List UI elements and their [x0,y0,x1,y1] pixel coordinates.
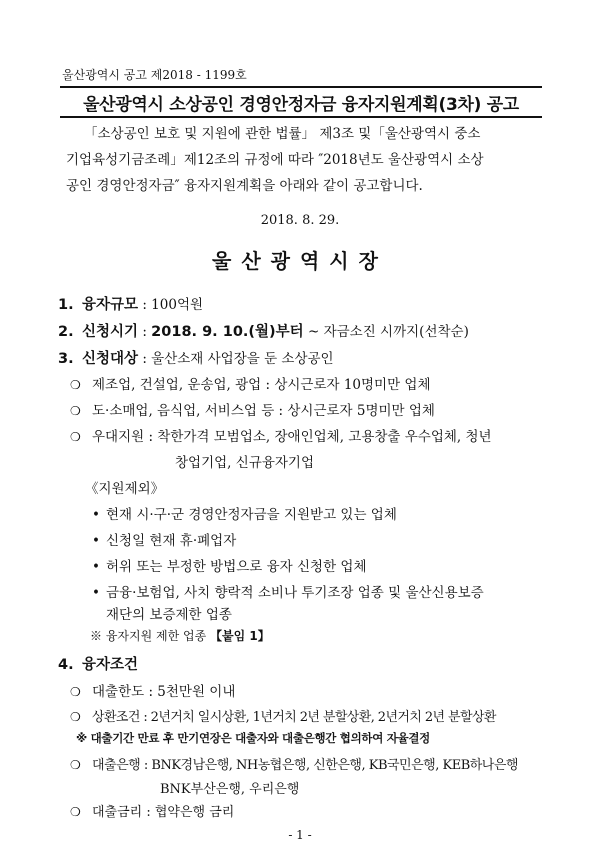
page-number: - 1 - [288,828,312,842]
list-item-text: 제조업, 건설업, 운송업, 광업 : 상시근로자 10명미만 업체 [92,377,431,393]
list-item-label: 대출은행 : [92,758,152,773]
exclusion-title: 《지원제외》 [85,481,165,497]
attachment-ref: 【붙임 1】 [210,629,270,643]
dot-bullet-icon: • [92,585,100,601]
section-value: ~ 자금소진 시까지(선착순) [303,324,469,340]
list-item [70,373,431,393]
section-value-bold: 2018. 9. 10.(월)부터 [151,324,304,340]
section-number: 3. [58,351,74,367]
extension-note: ※ 대출기간 만료 후 만기연장은 대출자와 대출은행간 협의하여 자율결정 [76,731,430,745]
section-value: 울산소재 사업장을 둔 소상공인 [151,351,334,367]
list-item-text: 금융·보험업, 사치 향락적 소비나 투기조장 업종 및 울산신용보증 [106,585,484,601]
list-item-continuation: BNK부산은행, 우리은행 [160,782,300,797]
list-item [86,529,236,549]
section-number: 2. [58,324,74,340]
section-number: 4. [58,657,74,673]
circle-bullet-icon: ❍ [70,430,81,444]
circle-bullet-icon: ❍ [70,378,81,392]
list-item-text: 우대지원 : 착한가격 모범업소, 장애인업체, 고용창출 우수업체, 청년 [92,429,492,445]
list-item [70,399,435,419]
signer: 울산광역시장 [212,249,388,273]
intro-line-2: 기업육성기금조례」제12조의 규정에 따라 ″2018년도 울산광역시 소상 [66,152,484,168]
list-item [70,754,518,773]
list-item [86,503,397,523]
notice-number: 울산광역시 공고 제2018 - 1199호 [62,68,247,82]
list-item [70,425,492,445]
section-value: 100억원 [151,297,204,313]
list-item [86,555,367,575]
section-number: 1. [58,297,74,313]
section-label: 신청대상 [82,351,139,367]
circle-bullet-icon: ❍ [70,404,81,418]
list-item-text: 대출금리 : 협약은행 금리 [92,805,235,820]
separator: : [138,297,152,313]
restriction-note [90,627,270,644]
circle-bullet-icon: ❍ [70,710,81,724]
list-item [70,706,496,725]
circle-bullet-icon: ❍ [70,758,81,772]
list-item-text: 허위 또는 부정한 방법으로 융자 신청한 업체 [106,559,367,575]
list-item-continuation: 창업기업, 신규융자기업 [175,455,314,471]
list-item-text: 대출한도 : 5천만원 이내 [92,684,236,700]
list-item [86,581,484,601]
intro-line-1: 「소상공인 보호 및 지원에 관한 법률」 제3조 및「울산광역시 중소 [84,126,481,142]
list-item-text: 상환조건 : 2년거치 일시상환, 1년거치 2년 분할상환, 2년거치 2년 분할상환 [92,710,496,725]
intro-line-3: 공인 경영안정자금″ 융자지원계획을 아래와 같이 공고합니다. [66,178,423,194]
circle-bullet-icon: ❍ [70,685,81,699]
list-item [70,801,234,820]
separator: : [138,351,152,367]
section-3 [58,347,334,368]
list-item-continuation: 재단의 보증제한 업종 [106,607,232,623]
section-4 [58,653,138,674]
note-text: ※ 융자지원 제한 업종 [90,629,207,643]
document-title: 울산광역시 소상공인 경영안정자금 융자지원계획(3차) 공고 [83,94,519,115]
section-2 [58,320,469,341]
notice-date: 2018. 8. 29. [260,213,340,228]
dot-bullet-icon: • [92,559,100,575]
section-label: 신청시기 [82,324,139,340]
list-item-text: 신청일 현재 휴·폐업자 [106,533,237,549]
title-bar [60,86,542,118]
dot-bullet-icon: • [92,533,100,549]
section-label: 융자규모 [82,297,139,313]
list-item-text: 도·소매업, 음식업, 서비스업 등 : 상시근로자 5명미만 업체 [92,403,435,419]
list-item-text: 현재 시·구·군 경영안정자금을 지원받고 있는 업체 [106,507,397,523]
section-label: 융자조건 [82,657,139,673]
intro-paragraph [66,121,546,199]
circle-bullet-icon: ❍ [70,805,81,819]
dot-bullet-icon: • [92,507,100,523]
list-item [70,680,235,700]
list-item-text: BNK경남은행, NH농협은행, 신한은행, KB국민은행, KEB하나은행 [151,758,518,773]
section-1 [58,293,203,314]
separator: : [138,324,152,340]
